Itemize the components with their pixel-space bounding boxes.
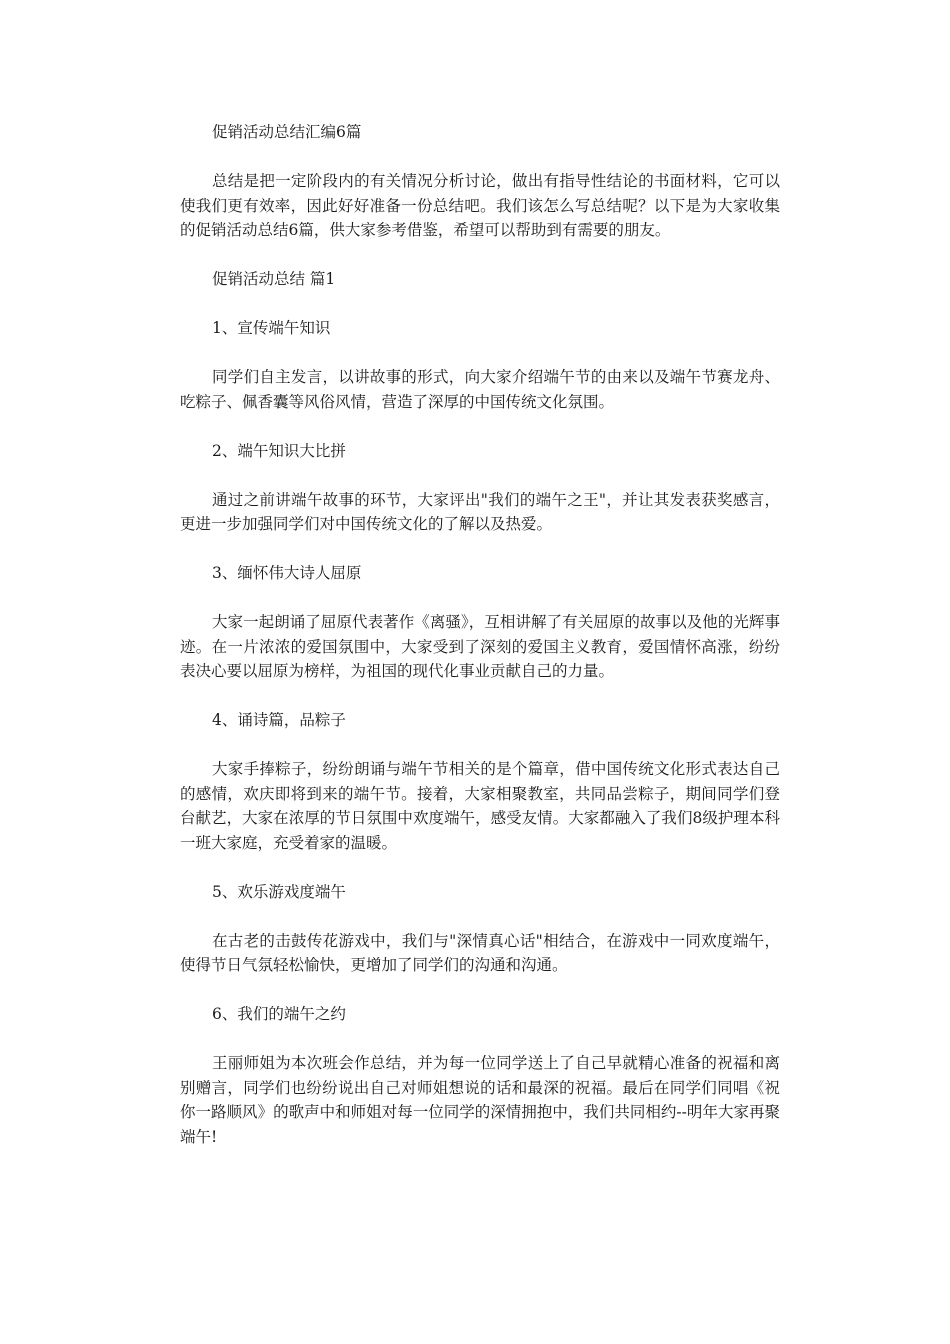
item-body-1: 同学们自主发言，以讲故事的形式，向大家介绍端午节的由来以及端午节赛龙舟、吃粽子、佩香囊等风俗风情，营造了深厚的中国传统文化氛围。 [180, 368, 780, 411]
intro-paragraph: 总结是把一定阶段内的有关情况分析讨论，做出有指导性结论的书面材料，它可以使我们更有效率，因此好好准备一份总结吧。我们该怎么写总结呢？以下是为大家收集的促销活动总结6篇，供大家参考借鉴，希望可以帮助到有需要的朋友。 [180, 172, 780, 239]
item-heading-1: 1、宣传端午知识 [212, 319, 331, 337]
item-body-5: 在古老的击鼓传花游戏中，我们与"深情真心话"相结合，在游戏中一同欢度端午，使得节日气氛轻松愉快，更增加了同学们的沟通和沟通。 [180, 931, 780, 974]
item-heading-5: 5、欢乐游戏度端午 [212, 882, 346, 901]
item-heading-4: 4、诵诗篇，品粽子 [212, 711, 346, 729]
section-title: 促销活动总结 篇1 [212, 270, 336, 288]
document-title: 促销活动总结汇编6篇 [212, 123, 362, 141]
item-body-3: 大家一起朗诵了屈原代表著作《离骚》，互相讲解了有关屈原的故事以及他的光辉事迹。在一片浓浓的爱国氛围中，大家受到了深刻的爱国主义教育，爱国情怀高涨，纷纷表决心要以屈原为榜样，为祖国的现代化事业贡献自己的力量。 [180, 613, 780, 680]
item-heading-6: 6、我们的端午之约 [212, 1005, 346, 1023]
item-heading-2: 2、端午知识大比拼 [212, 441, 346, 460]
item-body-2: 通过之前讲端午故事的环节，大家评出"我们的端午之王"，并让其发表获奖感言，更进一步加强同学们对中国传统文化的了解以及热爱。 [180, 490, 780, 533]
document-page [180, 120, 780, 1149]
item-heading-3: 3、缅怀伟大诗人屈原 [212, 564, 362, 582]
item-body-6: 王丽师姐为本次班会作总结，并为每一位同学送上了自己早就精心准备的祝福和离别赠言，同学们也纷纷说出自己对师姐想说的话和最深的祝福。最后在同学们同唱《祝你一路顺风》的歌声中和师姐对每一位同学的深情拥抱中，我们共同相约--明年大家再聚端午! [180, 1054, 780, 1146]
item-body-4: 大家手捧粽子，纷纷朗诵与端午节相关的是个篇章，借中国传统文化形式表达自己的感情，欢庆即将到来的端午节。接着，大家相聚教室，共同品尝粽子，期间同学们登台献艺，大家在浓厚的节日氛围中欢度端午，感受友情。大家都融入了我们8级护理本科一班大家庭，充受着家的温暖。 [180, 760, 780, 852]
